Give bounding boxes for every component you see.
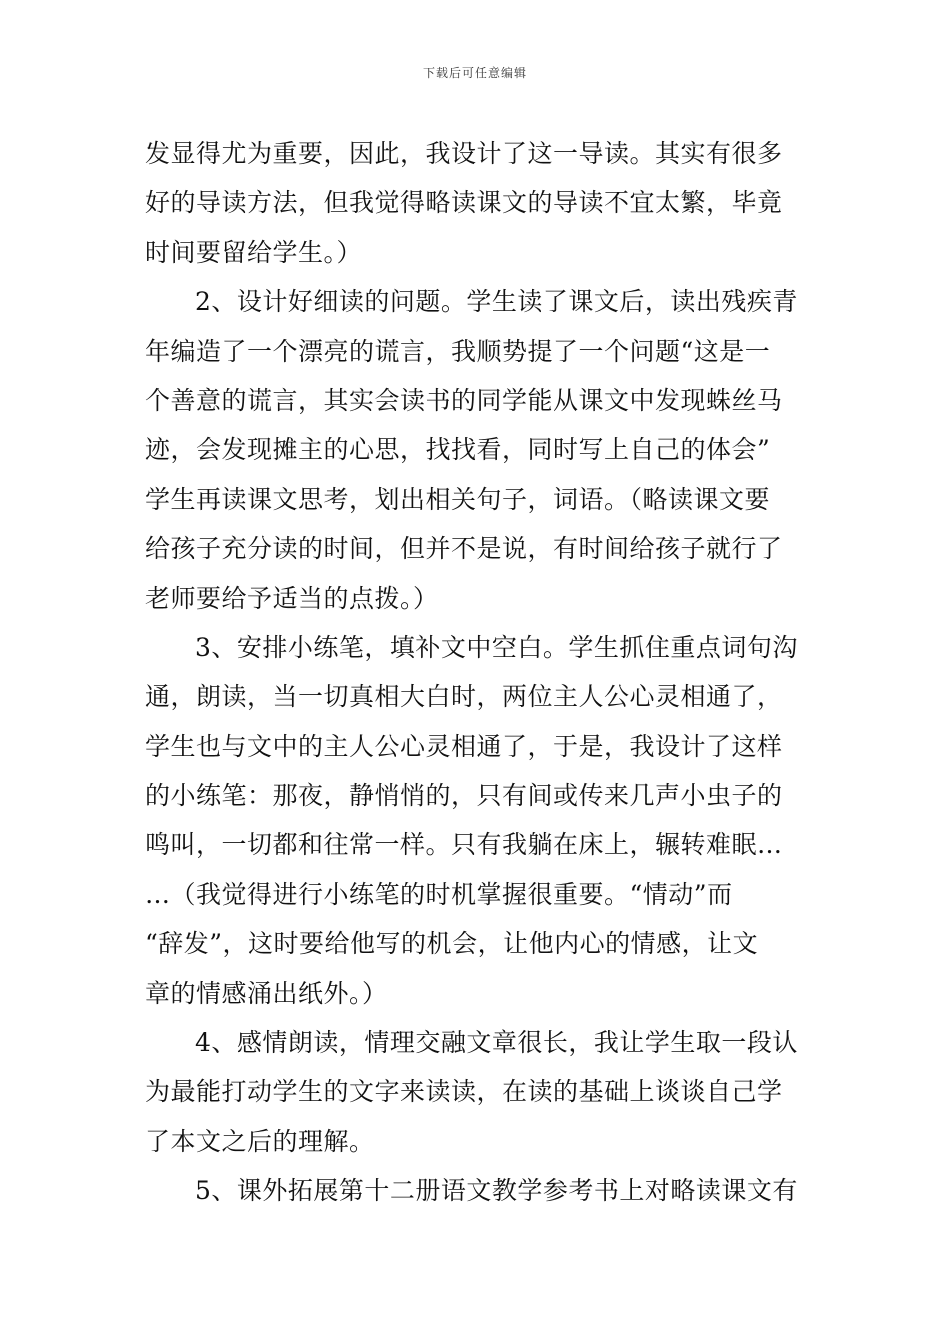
text-line: 通，朗读，当一切真相大白时，两位主人公心灵相通了，: [145, 682, 783, 712]
text-line: 的小练笔：那夜，静悄悄的，只有间或传来几声小虫子的: [145, 781, 783, 811]
text-line: 了本文之后的理解。: [145, 1126, 375, 1156]
text-line: 5、课外拓展第十二册语文教学参考书上对略读课文有: [195, 1176, 798, 1206]
text-line: 个善意的谎言，其实会读书的同学能从课文中发现蛛丝马: [145, 385, 783, 415]
text-line: 老师要给予适当的点拨。）: [145, 583, 439, 613]
text-line: 鸣叫，一切都和往常一样。只有我躺在床上，辗转难眠…: [145, 830, 783, 860]
text-line: 年编造了一个漂亮的谎言，我顺势提了一个问题“这是一: [145, 336, 771, 366]
text-line: 4、感情朗读，情理交融文章很长，我让学生取一段认: [195, 1028, 798, 1058]
text-line: 发显得尤为重要，因此，我设计了这一导读。其实有很多: [145, 139, 783, 168]
text-line: 为最能打动学生的文字来读读，在读的基础上谈谈自己学: [145, 1077, 783, 1107]
text-line: 3、安排小练笔，填补文中空白。学生抓住重点词句沟: [195, 632, 798, 662]
page-header: 下载后可任意编辑: [422, 66, 527, 80]
text-line: 时间要留给学生。）: [145, 237, 363, 267]
text-line: 给孩子充分读的时间，但并不是说，有时间给孩子就行了: [145, 534, 783, 564]
text-line: 学生再读课文思考，划出相关句子，词语。（略读课文要: [145, 484, 771, 514]
text-line: 章的情感涌出纸外。）: [145, 978, 388, 1008]
body-text: [145, 129, 807, 1216]
text-line: 好的导读方法，但我觉得略读课文的导读不宜太繁，毕竟: [145, 188, 783, 218]
text-line: 迹，会发现摊主的心思，找找看，同时写上自己的体会”: [145, 435, 771, 465]
text-line: 2、设计好细读的问题。学生读了课文后，读出残疾青: [195, 287, 798, 317]
text-line: …（我觉得进行小练笔的时机掌握很重要。“情动”而: [145, 879, 733, 909]
text-line: “辞发”，这时要给他写的机会，让他内心的情感，让文: [145, 929, 759, 959]
text-line: 学生也与文中的主人公心灵相通了，于是，我设计了这样: [145, 731, 783, 761]
